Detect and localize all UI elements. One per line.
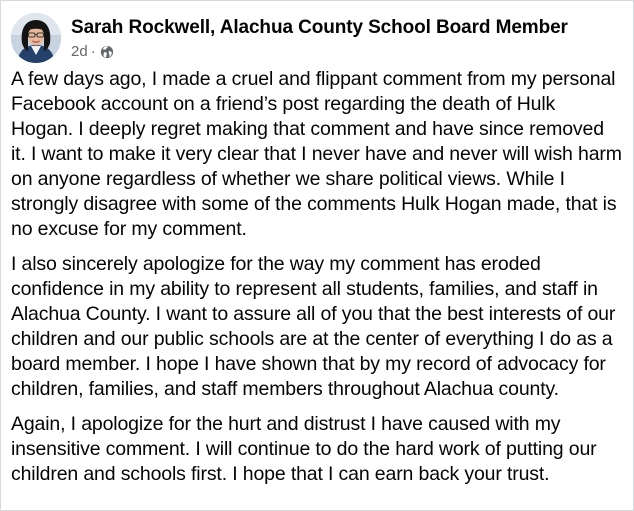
text-line: insensitive comment. I will continue to do the hard work of putting our <box>11 438 597 460</box>
text-line: Facebook account on a friend’s post regarding the death of Hulk <box>11 93 556 115</box>
avatar[interactable] <box>11 13 61 63</box>
text-line: children and our public schools are at the center of everything I do as a <box>11 328 613 350</box>
post-body <box>11 67 631 497</box>
text-line: board member. I hope I have shown that by my record of advocacy for <box>11 353 606 375</box>
text-line: A few days ago, I made a cruel and flippant comment from my personal <box>11 68 616 90</box>
post-timestamp[interactable]: 2d <box>71 42 88 60</box>
author-name[interactable]: Sarah Rockwell, Alachua County School Board Member <box>71 16 568 38</box>
text-line: children and schools first. I hope that I can earn back your trust. <box>11 463 550 485</box>
post-meta <box>71 43 568 61</box>
post-paragraph-3 <box>11 412 631 487</box>
text-line: Again, I apologize for the hurt and distrust I have caused with my <box>11 413 561 435</box>
text-line: no excuse for my comment. <box>11 218 247 240</box>
meta-separator: · <box>90 42 96 60</box>
text-line: confidence in my ability to represent all students, families, and staff in <box>11 278 598 300</box>
post-header <box>11 11 568 65</box>
text-line: children, families, and staff members throughout Alachua county. <box>11 378 559 400</box>
text-line: on anyone regardless of whether we share political views. While I <box>11 168 565 190</box>
post-paragraph-1 <box>11 67 631 242</box>
header-text <box>71 16 568 61</box>
text-line: strongly disagree with some of the comments Hulk Hogan made, that is <box>11 193 617 215</box>
text-line: Hogan. I deeply regret making that comment and have since removed <box>11 118 604 140</box>
profile-photo <box>11 13 61 63</box>
text-line: I also sincerely apologize for the way my comment has eroded <box>11 253 541 275</box>
post-paragraph-2 <box>11 252 631 402</box>
globe-icon[interactable] <box>100 45 114 59</box>
text-line: it. I want to make it very clear that I never have and never will wish harm <box>11 143 622 165</box>
text-line: Alachua County. I want to assure all of you that the best interests of our <box>11 303 616 325</box>
